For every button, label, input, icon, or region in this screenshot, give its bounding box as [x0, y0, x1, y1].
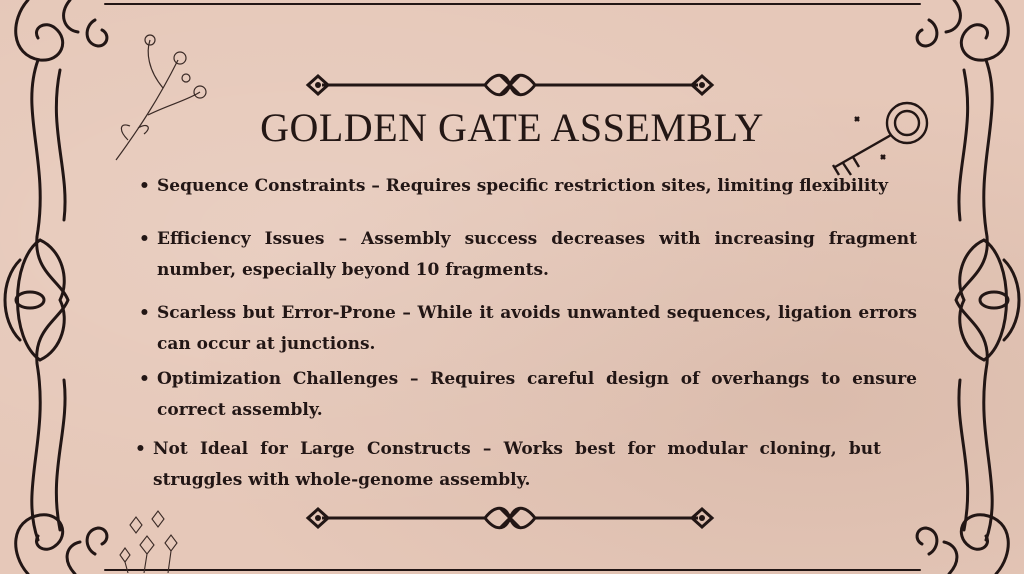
list-item: • Efficiency Issues – Assembly success decreases with increasing fragment number, especially beyond 10 fragments.	[139, 229, 917, 280]
list-item: • Not Ideal for Large Constructs – Works best for modular cloning, but struggles with whole-genome assembly.	[135, 439, 881, 490]
list-item: • Scarless but Error-Prone – While it avoids unwanted sequences, ligation errors can occur at junctions.	[139, 303, 917, 354]
list-item: • Optimization Challenges – Requires careful design of overhangs to ensure correct assembly.	[139, 369, 917, 420]
slide-title: GOLDEN GATE ASSEMBLY	[260, 105, 764, 150]
list-item: • Sequence Constraints – Requires specific restriction sites, limiting flexibility	[139, 176, 889, 196]
